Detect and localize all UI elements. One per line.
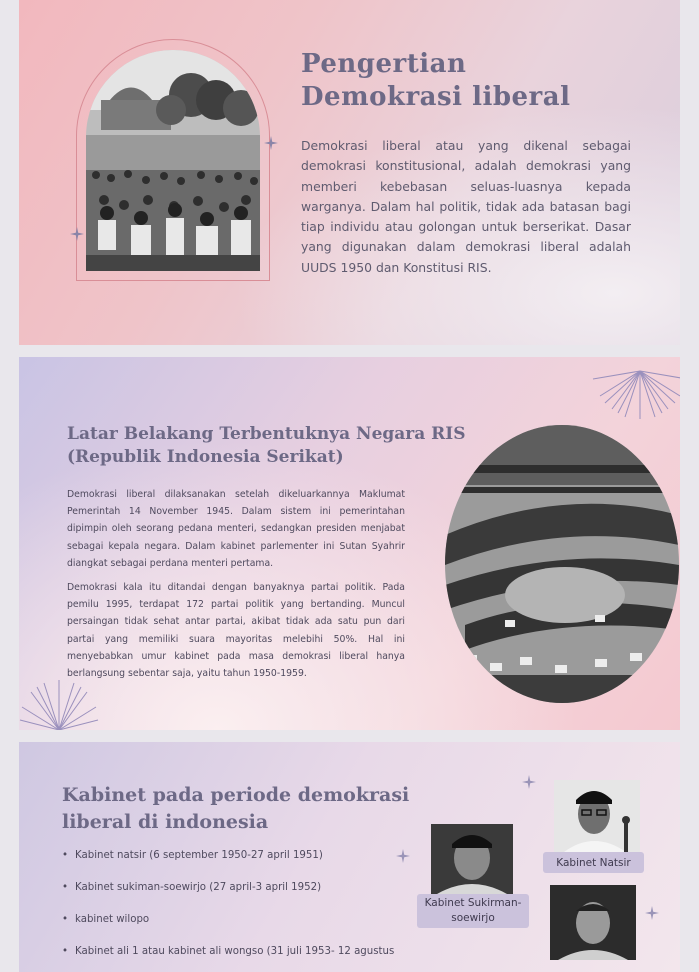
slide-kabinet <box>19 742 680 972</box>
sparkle-icon <box>396 849 410 863</box>
wilopo-portrait <box>550 885 636 960</box>
sparkle-icon <box>264 136 278 150</box>
background-paragraph: Demokrasi liberal dilaksanakan setelah dikeluarkannya Maklumat Pemerintah 14 November 1945. Dalam sistem ini pemerintahan dipimpin oleh seorang pedana menteri, sedangkan presiden menjabat sebagai kepala negara. Dalam kabinet parlementer ini Sutan Syahrir diangkat sebagai perdana menteri pertama. <box>67 489 405 569</box>
label-natsir: Kabinet Natsir <box>543 852 644 873</box>
slide-latar-belakang <box>19 357 680 730</box>
sparkle-icon <box>70 227 84 241</box>
title-line: Kabinet pada periode demokrasi <box>62 784 410 806</box>
sunburst-decoration <box>590 357 680 421</box>
crowd-photo <box>86 50 260 271</box>
cabinet-list <box>62 849 394 972</box>
background-paragraph: Demokrasi kala itu ditandai dengan banyaknya partai politik. Pada pemilu 1995, terdapat 172 partai politik yang bertanding. Muncul persaingan tidak sehat antar partai, akibat tidak ada satu pun dari partai yang memiliki suara mayoritas melebihi 50%. Hal ini menyebabkan umur kabinet pada masa demokrasi liberal hanya berlangsung sebentar saja, yaitu tahun 1950-1959. <box>67 582 405 680</box>
label-line: Kabinet Sukirman- <box>424 897 522 909</box>
label-line: soewirjo <box>451 912 495 924</box>
section-title <box>62 782 409 836</box>
sunburst-decoration <box>19 675 99 730</box>
title-line: liberal di indonesia <box>62 811 269 833</box>
slide-pengertian <box>19 0 680 345</box>
label-sukiman <box>417 894 529 928</box>
sukiman-portrait <box>431 824 513 894</box>
title-line: Latar Belakang Terbentuknya Negara RIS <box>67 424 466 444</box>
list-item: • Kabinet ali 1 atau kabinet ali wongso (31 juli 1953- 12 agustus <box>62 945 394 972</box>
title-line: (Republik Indonesia Serikat) <box>67 447 344 467</box>
page-title <box>301 48 570 114</box>
parliament-photo <box>445 425 679 703</box>
list-item: • Kabinet sukiman-soewirjo (27 april-3 april 1952) <box>62 881 394 913</box>
title-line: Demokrasi liberal <box>301 82 571 112</box>
definition-paragraph: Demokrasi liberal atau yang dikenal sebagai demokrasi konstitusional, adalah demokrasi yang memberi kebebasan seluas-luasnya kepada warganya. Dalam hal politik, tidak ada batasan bagi tiap individu atau golongan untuk berserikat. Dasar yang digunakan dalam demokrasi liberal adalah UUDS 1950 dan Konstitusi RIS. <box>301 138 631 275</box>
title-line: Pengertian <box>301 49 467 79</box>
section-title <box>67 423 466 469</box>
list-item: • Kabinet natsir (6 september 1950-27 april 1951) <box>62 849 394 881</box>
sparkle-icon <box>522 775 536 789</box>
sparkle-icon <box>645 906 659 920</box>
natsir-portrait <box>554 780 640 852</box>
list-item: • kabinet wilopo <box>62 913 394 945</box>
